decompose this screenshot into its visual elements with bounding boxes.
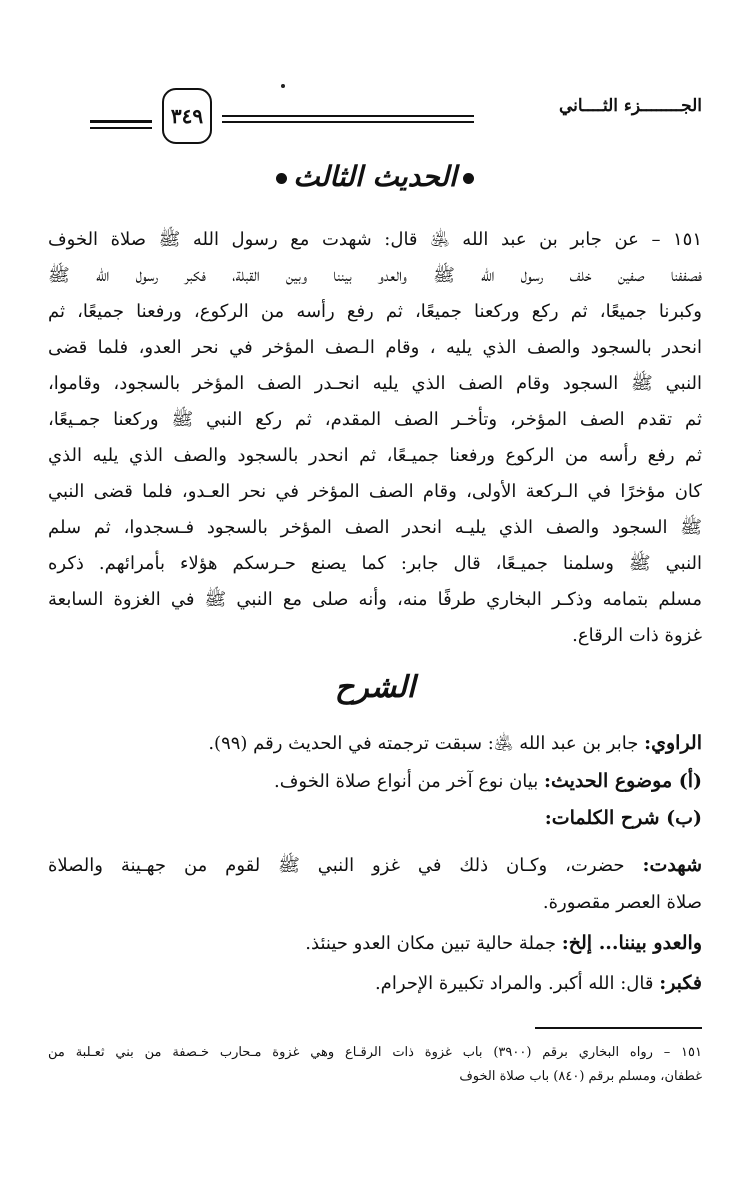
narrator-text: جابر بن عبد الله ﵁: سبقت ترجمته في الحديث رقم (٩٩). [208, 733, 639, 754]
shahidtu-line [48, 850, 702, 881]
footnote-rule [535, 1027, 702, 1029]
hadith-line: ثم رفع رأسه من الركوع ورفعنا جميـعًا، ثم انحدر بالسجود والصف الذي يليه الذي [48, 445, 702, 466]
header-rule-left-1 [90, 120, 152, 123]
hadith-line: النبي ﷺ السجود وقام الصف الذي يليه انحـدر الصف المؤخر بالسجود، وقاموا، [48, 373, 702, 394]
shahidtu-line-2: صلاة العصر مقصورة. [542, 892, 702, 913]
narrator-label: الراوي: [644, 732, 702, 754]
header-rule-right-2 [222, 121, 474, 123]
hadith-line: انحدر بالسجود والصف الذي يليه ، وقام الـصف المؤخر في نحر العدو، فلما قضى [48, 337, 702, 358]
hadith-line: ١٥١ – عن جابر بن عبد الله ﵁ قال: شهدت مع رسول الله ﷺ صلاة الخوف [48, 229, 702, 250]
hadith-line: وكبرنا جميعًا، ثم ركع وركعنا جميعًا، ثم رفع رأسه من الركوع، ورفعنا جميعًا، ثم [48, 301, 702, 322]
bullet-icon [276, 173, 287, 184]
header-rule-left-2 [90, 127, 152, 129]
topic-text: بيان نوع آخر من أنواع صلاة الخوف. [274, 771, 539, 792]
header-rule-right-1 [222, 115, 474, 117]
shahidtu-text: حضرت، وكـان ذلك في غزو النبي ﷺ لقوم من جهـينة والصلاة [48, 855, 625, 876]
hadith-line: ﷺ السجود والصف الذي يليـه انحدر الصف المؤخر بالسجود فـسجدوا، ثم سلم [48, 517, 702, 538]
hadith-line: كان مؤخرًا في الـركعة الأولى، وقام الصف المؤخر في نحر العـدو، فلما قضى النبي [48, 481, 702, 502]
shahidtu-label: شهدت: [642, 854, 702, 876]
kabbar-line [375, 968, 702, 999]
topic-label: (أ) موضوع الحديث: [543, 770, 702, 792]
hadith-title-text: الحديث الثالث [293, 160, 457, 193]
bullet-icon [463, 173, 474, 184]
hadith-line: فصففنا صفين خلف رسول الله ﷺ والعدو بيننا وبين القبلة، فكبر رسول الله ﷺ [48, 265, 702, 286]
footnote-line: غطفان، ومسلم برقم (٨٤٠) باب صلاة الخوف [459, 1069, 702, 1084]
aduw-text: جملة حالية تبين مكان العدو حينئذ. [305, 933, 556, 954]
kabbar-text: قال: الله أكبر. والمراد تكبيرة الإحرام. [374, 973, 654, 994]
topic-line [274, 766, 702, 797]
ink-dot [281, 84, 285, 88]
aduw-label: والعدو بيننا... إلخ: [561, 932, 702, 954]
words-label: (ب) شرح الكلمات: [544, 807, 702, 829]
footnote-line: ١٥١ – رواه البخاري برقم (٣٩٠٠) باب غزوة ذات الرقـاع وهي غزوة مـحارب خـصفة من بني ثعـلبة من [48, 1045, 702, 1060]
hadith-line: غزوة ذات الرقاع. [572, 625, 702, 646]
hadith-line: النبي ﷺ وسلمنا جميـعًا، قال جابر: كما يصنع حـرسكم هؤلاء بأمرائهم. ذكره [48, 553, 702, 574]
hadith-line: ثم تقدم الصف المؤخر، وتأخـر الصف المقدم، ثم ركع النبي ﷺ وركعنا جمـيعًا، [48, 409, 702, 430]
kabbar-label: فكبر: [659, 972, 702, 994]
part-title: الجــــــــزء الثــــاني [558, 96, 702, 116]
hadith-line: مسلم بتمامه وذكـر البخاري طرفًا منه، وأنه صلى مع النبي ﷺ في الغزوة السابعة [48, 589, 702, 610]
hadith-title [0, 160, 750, 193]
words-heading [545, 803, 702, 834]
page-number: ٣٤٩ [162, 88, 212, 144]
sharh-title: الشرح [334, 670, 416, 705]
aduw-line [305, 928, 702, 959]
narrator-line [208, 728, 702, 759]
